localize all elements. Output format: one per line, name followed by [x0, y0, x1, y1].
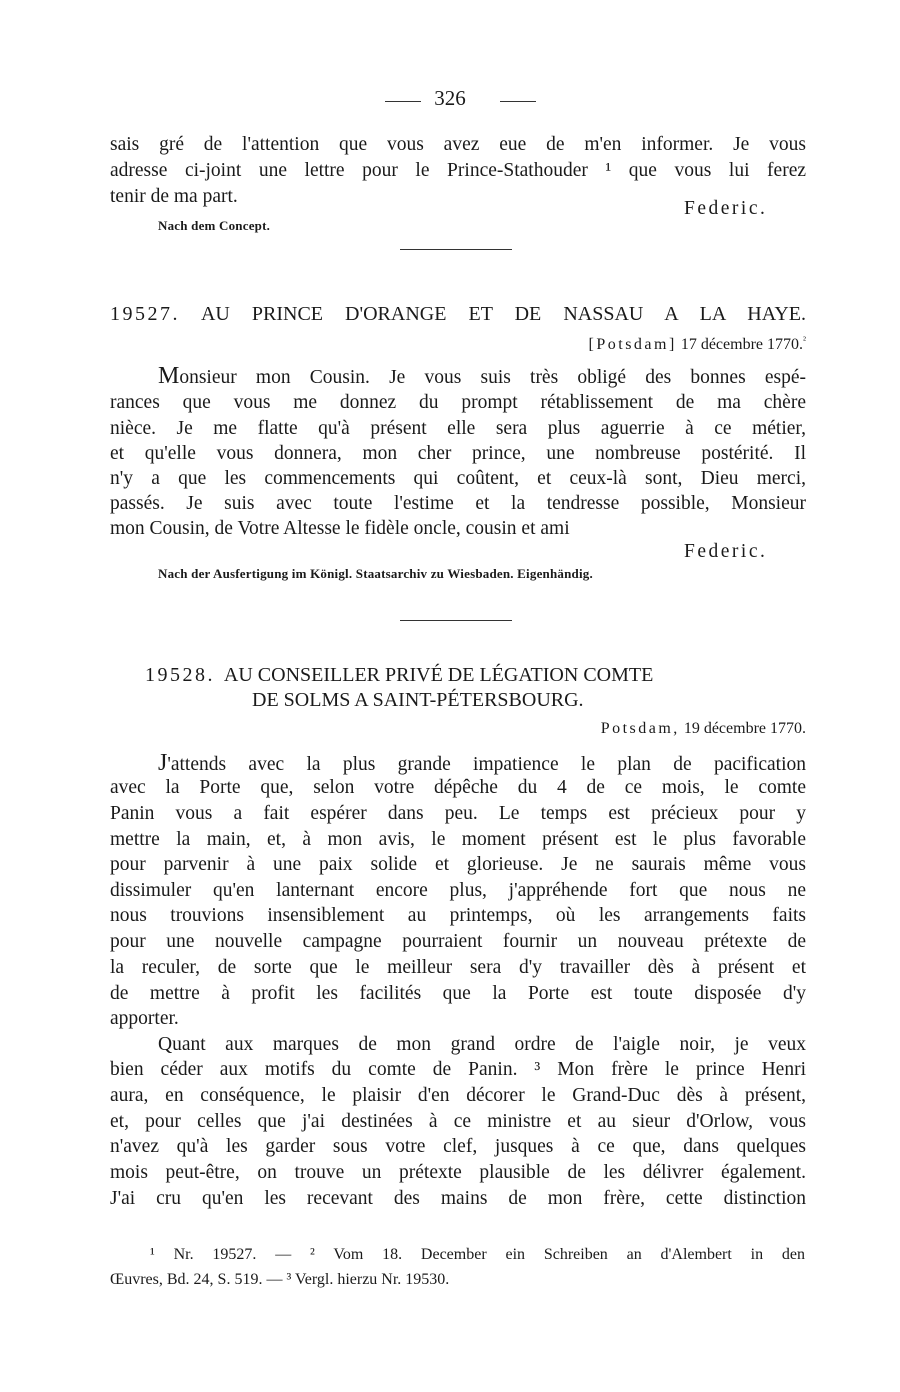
body-line: mon Cousin, de Votre Altesse le fidèle oncle, cousin et ami	[110, 518, 570, 539]
initial-letter: J	[158, 750, 168, 776]
letter-heading	[145, 664, 653, 687]
body-line	[158, 750, 806, 778]
source-note: Nach dem Concept.	[158, 218, 271, 233]
body-line-text: 'attends avec la plus grande impatience le plan de pacification	[167, 754, 806, 775]
letter-heading	[110, 303, 806, 326]
body-line	[158, 363, 806, 391]
body-line: dissimuler qu'en lanternant encore plus, j'appréhende fort que nous ne	[110, 880, 806, 901]
body-line: et, pour celles que j'ai destinées à ce ministre et au sieur d'Orlow, vous	[110, 1111, 806, 1132]
section-divider	[400, 249, 512, 250]
body-line: Panin vous a fait espérer dans peu. Le temps est précieux pour y	[110, 803, 806, 824]
body-line: adresse ci-joint une lettre pour le Prince-Stathouder ¹ que vous lui ferez	[110, 160, 806, 181]
body-line: apporter.	[110, 1008, 179, 1029]
body-line: J'ai cru qu'en les recevant des mains de mon frère, cette distinction	[110, 1188, 806, 1209]
section-divider	[400, 620, 512, 621]
body-line: n'avez qu'à les garder sous votre clef, jusques à ce que, dans quelques	[110, 1136, 806, 1157]
body-line: et qu'elle vous donnera, mon cher prince, une nombreuse postérité. Il	[110, 443, 806, 464]
body-line: aura, en conséquence, le plaisir d'en décorer le Grand-Duc dès à présent,	[110, 1085, 806, 1106]
body-line: Quant aux marques de mon grand ordre de l'aigle noir, je veux	[158, 1034, 806, 1055]
body-line: n'y a que les commencements qui coûtent, et ceux-là sont, Dieu merci,	[110, 468, 806, 489]
body-line: mois peut-être, on trouve un prétexte plausible de les délivrer également.	[110, 1162, 806, 1183]
footnote-line: ¹ Nr. 19527. — ² Vom 18. December ein Schreiben an d'Alembert in den	[150, 1246, 805, 1263]
body-line: avec la Porte que, selon votre dépêche du 4 de ce mois, le comte	[110, 777, 806, 798]
body-line: mettre la main, et, à mon avis, le moment présent est le plus favorable	[110, 829, 806, 850]
source-note: Nach der Ausfertigung im Königl. Staatsarchiv zu Wiesbaden. Eigenhändig.	[158, 566, 593, 581]
dateline	[589, 335, 806, 354]
body-line: nièce. Je me flatte qu'à présent elle sera plus aguerrie à ce métier,	[110, 418, 806, 439]
body-line: pour une nouvelle campagne pourraient fournir un nouveau prétexte de	[110, 931, 806, 952]
letter-heading-line2: DE SOLMS A SAINT-PÉTERSBOURG.	[252, 689, 584, 711]
dateline-date: 19 décembre 1770.	[683, 720, 806, 737]
body-line: rances que vous me donnez du prompt rétablissement de ma chère	[110, 392, 806, 413]
letter-heading-text: AU PRINCE D'ORANGE ET DE NASSAU A LA HAYE.	[200, 303, 806, 325]
dateline-date: 17 décembre 1770.	[680, 336, 803, 353]
body-line: pour parvenir à une paix solide et glorieuse. Je ne saurais même vous	[110, 854, 806, 875]
signature: Federic.	[684, 198, 768, 219]
page-number-rule-left	[385, 101, 421, 102]
body-line: tenir de ma part.	[110, 186, 238, 207]
body-line: passés. Je suis avec toute l'estime et la tendresse possible, Monsieur	[110, 493, 806, 514]
dateline-place: [Potsdam]	[588, 336, 677, 353]
body-line-text: onsieur mon Cousin. Je vous suis très obligé des bonnes espé-	[179, 367, 806, 388]
dateline-place: Potsdam,	[600, 720, 680, 737]
dateline	[601, 720, 806, 738]
page-number: 326	[434, 86, 466, 110]
body-line: de mettre à profit les facilités que la Porte est toute disposée d'y	[110, 983, 806, 1004]
body-line: bien céder aux motifs du comte de Panin. ³ Mon frère le prince Henri	[110, 1059, 806, 1080]
footnote-line: Œuvres, Bd. 24, S. 519. — ³ Vergl. hierzu Nr. 19530.	[110, 1271, 450, 1288]
initial-letter: M	[158, 363, 180, 389]
letter-number: 19527.	[110, 303, 180, 325]
letter-number: 19528.	[145, 664, 215, 686]
letter-heading-text: AU CONSEILLER PRIVÉ DE LÉGATION COMTE	[223, 664, 654, 686]
footnote-ref: ²	[803, 335, 806, 346]
page-number-rule-right	[500, 101, 536, 102]
body-line: la reculer, de sorte que le meilleur sera d'y travailler dès à présent et	[110, 957, 806, 978]
signature: Federic.	[684, 541, 768, 562]
body-line: nous trouvions insensiblement au printemps, où les arrangements faits	[110, 905, 806, 926]
body-line: sais gré de l'attention que vous avez eue de m'en informer. Je vous	[110, 134, 806, 155]
